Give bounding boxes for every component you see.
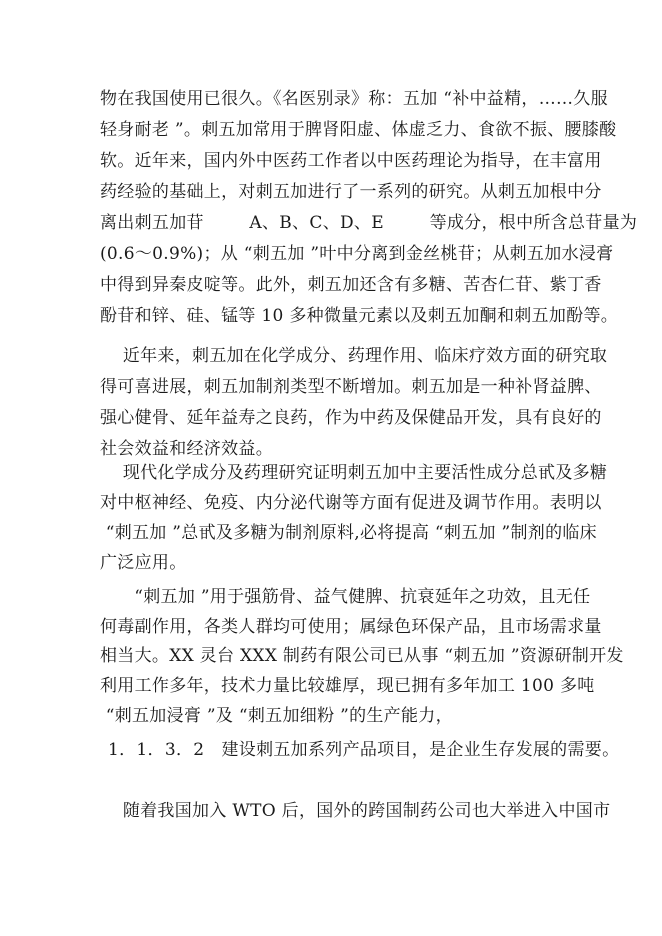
body-text-line: 广泛应用。 (100, 553, 187, 573)
body-text-line: 药经验的基础上，对刺五加进行了一系列的研究。从刺五加根中分 (100, 182, 602, 202)
body-text-line: 近年来，刺五加在化学成分、药理作用、临床疗效方面的研究取 (100, 346, 608, 366)
body-text-line: 得可喜进展，刺五加制剂类型不断增加。刺五加是一种补肾益脾、 (100, 377, 602, 397)
body-text-line: “刺五加 ”用于强筋骨、益气健脾、抗衰延年之功效，且无任 (100, 587, 591, 607)
body-text-line: 物在我国使用已很久。《名医别录》称：五加 “补中益精，……久服 (100, 89, 608, 109)
body-text-line: (0.6～0.9%)；从 “刺五加 ”叶中分离到金丝桃苷；从刺五加水浸膏 (100, 244, 614, 264)
body-text-line: 离出刺五加苷 A、B、C、D、E 等成分，根中所含总苷量为 (100, 213, 638, 233)
body-text-line: 相当大。XX 灵台 XXX 制药有限公司已从事 “刺五加 ”资源研制开发 (100, 646, 624, 666)
body-text-line: 何毒副作用，各类人群均可使用；属绿色环保产品，且市场需求量 (100, 617, 602, 637)
body-text-line: 随着我国加入 WTO 后，国外的跨国制药公司也大举进入中国市 (100, 801, 611, 821)
body-text-line: 利用工作多年，技术力量比较雄厚，现已拥有多年加工 100 多吨 (100, 676, 595, 696)
body-text-line: 轻身耐老 ”。刺五加常用于脾肾阳虚、体虚乏力、食欲不振、腰膝酸 (100, 120, 617, 140)
body-text-line: 软。近年来，国内外中医药工作者以中医药理论为指导，在丰富用 (100, 151, 602, 171)
body-text-line: 社会效益和经济效益。 (100, 439, 273, 459)
body-text-line: 强心健骨、延年益寿之良药，作为中药及保健品开发，具有良好的 (100, 408, 602, 428)
body-text-line: “刺五加浸膏 ”及 “刺五加细粉 ”的生产能力， (100, 706, 453, 726)
body-text-line: “刺五加 ”总甙及多糖为制剂原料,必将提高 “刺五加 ”制剂的临床 (100, 523, 597, 543)
body-text-line: 对中枢神经、免疫、内分泌代谢等方面有促进及调节作用。表明以 (100, 493, 602, 513)
body-text-line: 中得到异秦皮啶等。此外，刺五加还含有多糖、苦杏仁苷、紫丁香 (100, 275, 602, 295)
body-text-line: 现代化学成分及药理研究证明刺五加中主要活性成分总甙及多糖 (100, 463, 608, 483)
body-text-line: 酚苷和锌、硅、锰等 10 多种微量元素以及刺五加酮和刺五加酚等。 (100, 306, 619, 326)
section-heading: 1．1．3．2 建设刺五加系列产品项目，是企业生存发展的需要。 (108, 740, 620, 760)
